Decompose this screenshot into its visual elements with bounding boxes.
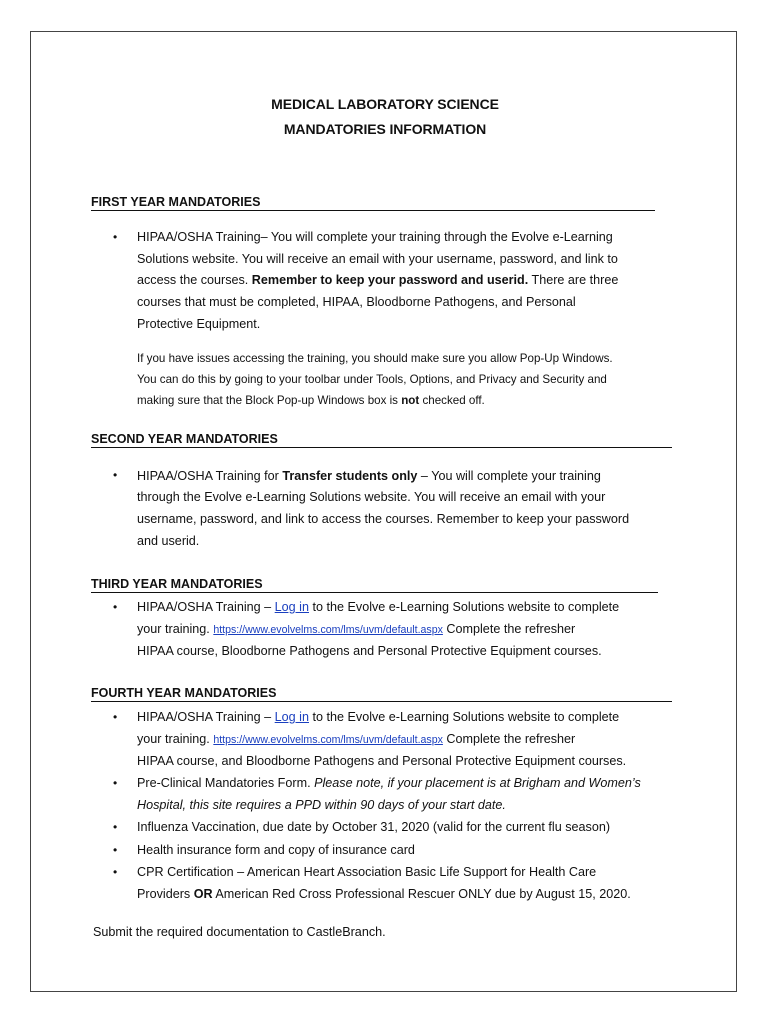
third-year-item-1-line-1: HIPAA/OSHA Training – Log in to the Evolve e-Learning Solutions website to complete: [137, 600, 620, 614]
fourth-year-item-1-line-2: your training. https://www.evolvelms.com/lms/uvm/default.aspx Complete the refresher: [137, 732, 576, 746]
bullet: •: [113, 865, 118, 879]
third-year-item-1-line-2: your training. https://www.evolvelms.com/lms/uvm/default.aspx Complete the refresher: [137, 622, 576, 636]
fourth-year-item-2-line-2: Hospital, this site requires a PPD within 90 days of your start date.: [137, 798, 506, 812]
fourth-year-item-5-line-1: CPR Certification – American Heart Association Basic Life Support for Health Care: [137, 865, 597, 879]
bullet: •: [113, 710, 118, 724]
fourth-year-item-2-line-1: Pre-Clinical Mandatories Form. Please note, if your placement is at Brigham and Women’s: [137, 776, 641, 790]
third-year-item-1-line-3: HIPAA course, Bloodborne Pathogens and Personal Protective Equipment courses.: [137, 644, 602, 658]
first-year-item-1-line-4: courses that must be completed, HIPAA, Bloodborne Pathogens, and Personal: [137, 295, 576, 309]
first-year-item-1-line-1: HIPAA/OSHA Training– You will complete your training through the Evolve e-Learning: [137, 230, 613, 244]
second-year-item-1-line-3: username, password, and link to access the courses. Remember to keep your password: [137, 512, 630, 526]
log-in-link[interactable]: Log in: [274, 600, 309, 614]
first-year-heading: FIRST YEAR MANDATORIES: [91, 195, 655, 211]
second-year-heading: SECOND YEAR MANDATORIES: [91, 432, 672, 448]
first-year-item-1-line-3: access the courses. Remember to keep your password and userid. There are three: [137, 273, 619, 287]
title-line-2: MANDATORIES INFORMATION: [283, 121, 487, 137]
bullet: •: [113, 776, 118, 790]
fourth-year-item-1-line-1: HIPAA/OSHA Training – Log in to the Evolve e-Learning Solutions website to complete: [137, 710, 620, 724]
fourth-year-item-5-line-2: Providers OR American Red Cross Professional Rescuer ONLY due by August 15, 2020.: [137, 887, 631, 901]
fourth-year-item-1-line-3: HIPAA course, and Bloodborne Pathogens and Personal Protective Equipment courses.: [137, 754, 627, 768]
fourth-year-item-3-line-1: Influenza Vaccination, due date by October 31, 2020 (valid for the current flu season): [137, 820, 611, 834]
first-year-item-1-line-5: Protective Equipment.: [137, 317, 261, 331]
bullet: •: [113, 468, 118, 482]
second-year-item-1-line-4: and userid.: [137, 534, 200, 548]
bullet: •: [113, 820, 118, 834]
first-year-note-line-2: You can do this by going to your toolbar under Tools, Options, and Privacy and Security and: [137, 373, 607, 386]
evolve-url-link[interactable]: https://www.evolvelms.com/lms/uvm/default.aspx: [213, 734, 443, 746]
title-line-1: MEDICAL LABORATORY SCIENCE: [271, 96, 499, 112]
bullet: •: [113, 230, 118, 244]
first-year-item-1-line-2: Solutions website. You will receive an email with your username, password, and link to: [137, 252, 618, 266]
first-year-note-line-3: making sure that the Block Pop-up Windows box is not checked off.: [137, 394, 485, 407]
fourth-year-heading: FOURTH YEAR MANDATORIES: [91, 686, 672, 702]
first-year-note-line-1: If you have issues accessing the training, you should make sure you allow Pop-Up Windows.: [137, 352, 613, 365]
second-year-item-1-line-2: through the Evolve e-Learning Solutions website. You will receive an email with your: [137, 490, 606, 504]
evolve-url-link[interactable]: https://www.evolvelms.com/lms/uvm/default.aspx: [213, 624, 443, 636]
fourth-year-item-4-line-1: Health insurance form and copy of insurance card: [137, 843, 415, 857]
log-in-link[interactable]: Log in: [274, 710, 309, 724]
bullet: •: [113, 600, 118, 614]
second-year-item-1-line-1: HIPAA/OSHA Training for Transfer students only – You will complete your training: [137, 469, 601, 483]
third-year-heading: THIRD YEAR MANDATORIES: [91, 577, 658, 593]
footer-note: Submit the required documentation to CastleBranch.: [93, 925, 386, 939]
bullet: •: [113, 843, 118, 857]
